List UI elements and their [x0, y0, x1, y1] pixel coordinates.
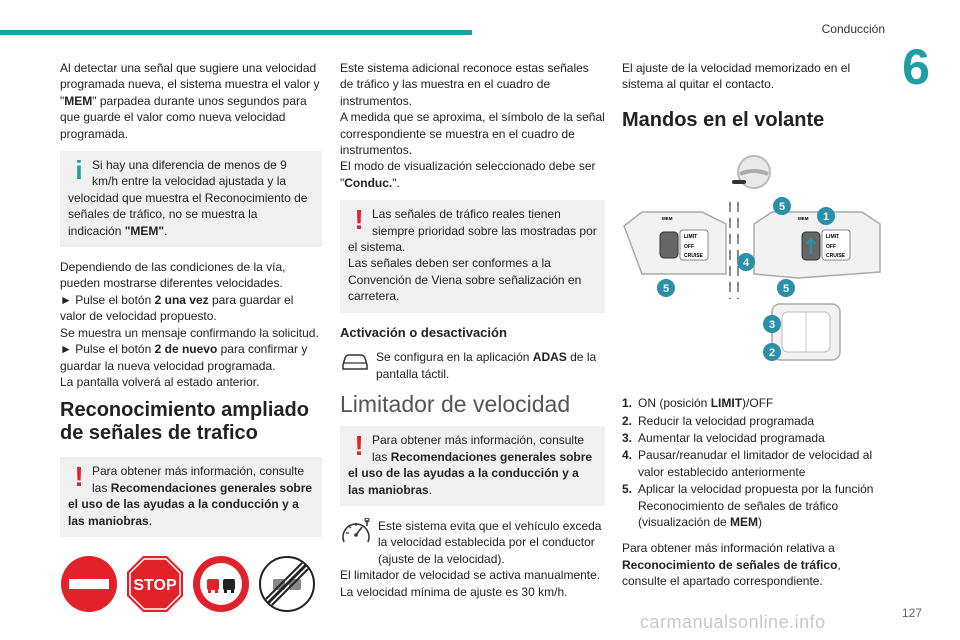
list-item: 3. Aumentar la velocidad programada [622, 431, 825, 446]
limiter-info: Este sistema evita que el vehículo exceda la velocidad establecida por el conductor (ajuste de la velocidad). [340, 518, 605, 567]
paragraph: A medida que se aproxima, el símbolo de la señal correspondiente se muestra en el cuadro de instrumentos. [340, 110, 605, 158]
steering-wheel-controls-diagram [622, 144, 884, 373]
callout-5-right [777, 279, 795, 297]
callout-3 [763, 315, 781, 333]
svg-text:LIMIT: LIMIT [826, 233, 840, 240]
paragraph: Dependiendo de las condiciones de la vía, pueden mostrarse diferentes velocidades. [60, 260, 286, 291]
section-heading: Limitador de velocidad [340, 390, 571, 417]
activation-info: Se configura en la aplicación ADAS de la pantalla táctil. [340, 349, 605, 382]
list-item: 4. Pausar/reanudar el limitador de velocidad al valor establecido anteriormente [622, 448, 873, 479]
paragraph: ► Pulse el botón 2 de nuevo para confirmar y guardar la nueva velocidad programada. [60, 342, 308, 373]
svg-text:CRUISE: CRUISE [826, 252, 845, 259]
callout-2 [763, 343, 781, 361]
list-item: 2. Reducir la velocidad programada [622, 413, 815, 428]
no-entry-sign-icon [60, 555, 118, 613]
warning-note: ! Para obtener más información, consulte las Recomendaciones generales sobre el uso de las ayudas a la conducción y a las maniobras. [340, 426, 605, 506]
svg-text:OFF: OFF [684, 243, 694, 250]
side-control-module [772, 304, 840, 360]
svg-text:2: 2 [768, 346, 776, 359]
callout-1 [817, 207, 835, 225]
paragraph: Para obtener más información relativa a Reconocimiento de señales de tráfico, consulte el apartado correspondiente. [622, 541, 841, 589]
controls-illustration [622, 144, 884, 369]
callout-5-left [657, 279, 675, 297]
speedometer-icon [340, 518, 372, 548]
section-title: Conducción [821, 22, 885, 36]
column-3 [622, 60, 884, 599]
svg-text:5: 5 [662, 282, 670, 295]
section-heading: Mandos en el volante [622, 108, 825, 131]
warning-icon: ! [354, 204, 364, 236]
warning-note: ! Las señales de tráfico reales tienen siempre prioridad sobre las mostradas por el sistema. Las señales deben ser conformes a la Convención de Viena sobre señalización en carretera. [340, 200, 605, 312]
paragraph: Al detectar una señal que sugiere una velocidad programada nueva, el sistema muestra el valor y "MEM" parpadea durante unos segundos para que guarde el valor como nueva velocidad programada. [60, 61, 320, 141]
no-overtaking-sign-icon [192, 555, 250, 613]
section-heading: Reconocimiento ampliado de señales de trafico [60, 399, 309, 445]
right-control-module [754, 212, 880, 278]
info-icon: i [75, 155, 83, 186]
header-accent-bar [0, 30, 472, 35]
paragraph: El ajuste de la velocidad memorizado en el sistema al quitar el contacto. [622, 61, 851, 92]
callout-5-top [773, 197, 791, 215]
paragraph: La pantalla volverá al estado anterior. [60, 374, 260, 389]
svg-text:3: 3 [768, 318, 776, 331]
traffic-signs [60, 555, 322, 613]
svg-text:5: 5 [778, 200, 786, 213]
subsection-heading: Activación o desactivación [340, 324, 507, 340]
warning-icon: ! [74, 461, 84, 493]
column-1 [60, 60, 322, 613]
column-2 [340, 60, 605, 609]
paragraph: El limitador de velocidad se activa manualmente. [340, 568, 601, 583]
svg-text:5: 5 [782, 282, 790, 295]
paragraph: Se muestra un mensaje confirmando la solicitud. [60, 325, 319, 340]
paragraph: El modo de visualización seleccionado debe ser "Conduc.". [340, 159, 596, 190]
svg-text:OFF: OFF [826, 243, 836, 250]
paragraph: ► Pulse el botón 2 una vez para guardar el valor de velocidad propuesto. [60, 292, 294, 324]
paragraph: La velocidad mínima de ajuste es 30 km/h. [340, 584, 568, 599]
svg-text:LIMIT: LIMIT [684, 233, 698, 240]
list-item: 5. Aplicar la velocidad propuesta por la función Reconocimiento de señales de tráfico (visualización de MEM) [622, 482, 874, 530]
warning-icon: ! [354, 430, 364, 462]
left-control-module [624, 212, 726, 274]
svg-text:4: 4 [742, 256, 750, 269]
watermark: carmanualsonline.info [640, 612, 826, 632]
controls-list [622, 395, 884, 530]
svg-text:CRUISE: CRUISE [684, 252, 703, 259]
paragraph: Este sistema adicional reconoce estas señales de tráfico y las muestra en el cuadro de instrumentos. [340, 61, 589, 108]
steering-wheel-icon [732, 156, 770, 188]
list-item: 1. ON (posición LIMIT)/OFF [622, 396, 774, 411]
callout-4 [737, 253, 755, 271]
warning-note: ! Para obtener más información, consulte las Recomendaciones generales sobre el uso de las ayudas a la conducción y a las maniobras. [60, 457, 322, 537]
end-no-overtaking-sign-icon [258, 555, 316, 613]
chapter-number: 6 [902, 39, 930, 95]
svg-text:STOP: STOP [133, 576, 177, 594]
svg-text:MEM: MEM [798, 215, 809, 221]
svg-text:1: 1 [822, 210, 830, 223]
info-note: i Si hay una diferencia de menos de 9 km/h entre la velocidad ajustada y la velocidad que muestra el Reconocimiento de señales de tráfico, no se muestra la indicación "MEM". [60, 151, 322, 247]
svg-text:MEM: MEM [662, 215, 673, 221]
stop-sign-icon [126, 555, 184, 613]
page-number: 127 [901, 606, 922, 620]
car-icon [340, 349, 370, 373]
